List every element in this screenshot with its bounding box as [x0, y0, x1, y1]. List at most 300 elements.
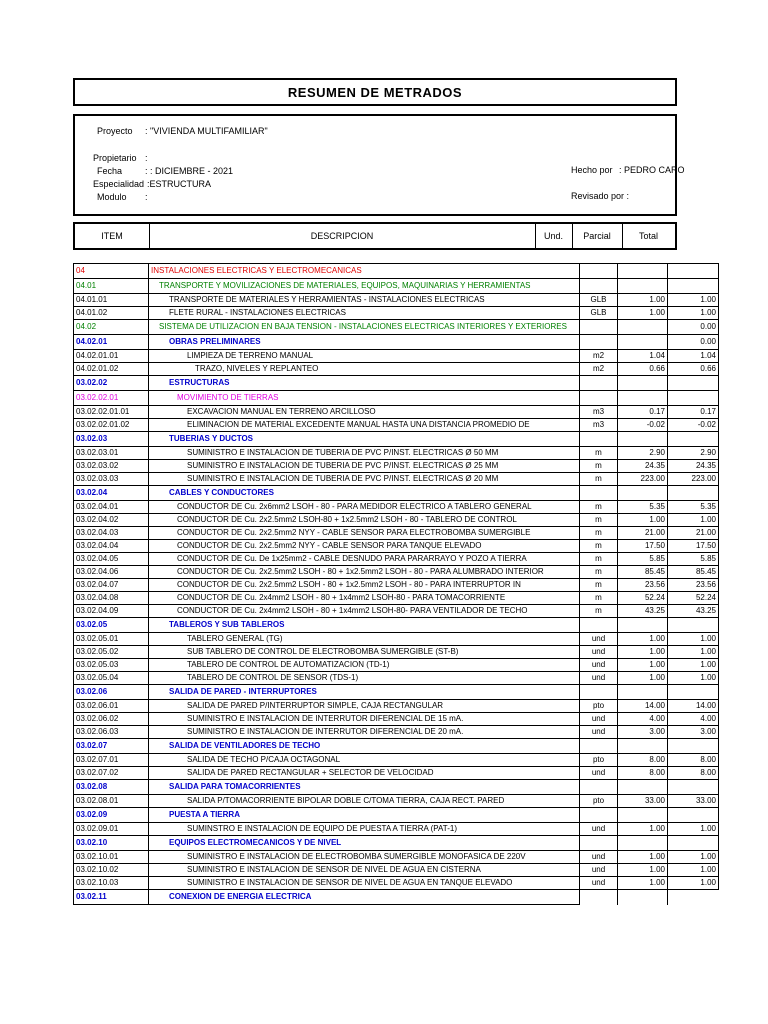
modulo-value: : — [145, 192, 148, 202]
parcial-cell: 1.04 — [618, 350, 668, 363]
table-row — [74, 540, 719, 553]
parcial-cell: 33.00 — [618, 795, 668, 808]
parcial-cell: 24.35 — [618, 460, 668, 473]
table-row — [74, 780, 719, 795]
description-cell: CONDUCTOR DE Cu. 2x2.5mm2 LSOH-80 + 1x2.5mm2 LSOH - 80 - TABLERO DE CONTROL — [149, 514, 580, 527]
parcial-cell: 85.45 — [618, 566, 668, 579]
parcial-cell — [618, 685, 668, 700]
item-cell: 03.02.04 — [74, 486, 149, 501]
item-cell: 03.02.11 — [74, 890, 149, 905]
total-cell: -0.02 — [668, 419, 719, 432]
item-cell: 03.02.04.06 — [74, 566, 149, 579]
total-cell: 43.25 — [668, 605, 719, 618]
parcial-cell: 4.00 — [618, 713, 668, 726]
parcial-cell — [618, 618, 668, 633]
item-cell: 03.02.09 — [74, 808, 149, 823]
parcial-cell — [618, 890, 668, 905]
unit-cell: und — [580, 646, 618, 659]
parcial-cell: 1.00 — [618, 294, 668, 307]
metrados-table — [73, 263, 719, 905]
description-cell: CONDUCTOR DE Cu. 2x2.5mm2 NYY - CABLE SENSOR PARA TANQUE ELEVADO — [149, 540, 580, 553]
total-cell: 33.00 — [668, 795, 719, 808]
total-cell: 1.00 — [668, 514, 719, 527]
item-cell: 03.02.06 — [74, 685, 149, 700]
parcial-cell: 223.00 — [618, 473, 668, 486]
table-row — [74, 566, 719, 579]
item-cell: 03.02.06.03 — [74, 726, 149, 739]
table-row — [74, 605, 719, 618]
parcial-cell: 1.00 — [618, 514, 668, 527]
parcial-cell — [618, 391, 668, 406]
item-cell: 03.02.05.03 — [74, 659, 149, 672]
unit-cell: m — [580, 447, 618, 460]
description-cell: SALIDA PARA TOMACORRIENTES — [149, 780, 580, 795]
table-row — [74, 391, 719, 406]
modulo-label: Modulo — [97, 192, 127, 202]
table-row — [74, 432, 719, 447]
description-cell: EXCAVACION MANUAL EN TERRENO ARCILLOSO — [149, 406, 580, 419]
parcial-cell — [618, 836, 668, 851]
item-cell: 03.02.10.03 — [74, 877, 149, 890]
table-row — [74, 659, 719, 672]
item-cell: 03.02.10.01 — [74, 851, 149, 864]
unit-cell: m3 — [580, 406, 618, 419]
item-cell: 03.02.05 — [74, 618, 149, 633]
parcial-cell: 5.85 — [618, 553, 668, 566]
total-cell: 1.00 — [668, 633, 719, 646]
description-cell: TUBERIAS Y DUCTOS — [149, 432, 580, 447]
item-cell: 04.02.01.02 — [74, 363, 149, 376]
unit-cell: und — [580, 713, 618, 726]
description-cell: SUMINISTRO E INSTALACION DE TUBERIA DE PVC P/INST. ELECTRICAS Ø 20 MM — [149, 473, 580, 486]
item-cell: 03.02.04.08 — [74, 592, 149, 605]
total-cell: 0.17 — [668, 406, 719, 419]
unit-cell — [580, 685, 618, 700]
table-row — [74, 877, 719, 890]
description-cell: SISTEMA DE UTILIZACION EN BAJA TENSION - INSTALACIONES ELECTRICAS INTERIORES Y EXTERIORES — [149, 320, 580, 335]
parcial-cell: 0.17 — [618, 406, 668, 419]
total-cell: 1.00 — [668, 877, 719, 890]
description-cell: CONDUCTOR DE Cu. 2x4mm2 LSOH - 80 + 1x4mm2 LSOH-80- PARA VENTILADOR DE TECHO — [149, 605, 580, 618]
parcial-cell: 8.00 — [618, 754, 668, 767]
hecho-label: Hecho por — [571, 165, 613, 175]
total-cell: 1.00 — [668, 646, 719, 659]
table-row — [74, 264, 719, 279]
item-cell: 03.02.03.01 — [74, 447, 149, 460]
total-cell — [668, 391, 719, 406]
item-cell: 03.02.07 — [74, 739, 149, 754]
table-row — [74, 618, 719, 633]
item-cell: 03.02.04.09 — [74, 605, 149, 618]
total-cell: 5.85 — [668, 553, 719, 566]
parcial-cell: 52.24 — [618, 592, 668, 605]
table-row — [74, 514, 719, 527]
item-cell: 03.02.04.04 — [74, 540, 149, 553]
item-cell: 03.02.03 — [74, 432, 149, 447]
item-cell: 03.02.08.01 — [74, 795, 149, 808]
item-cell: 04.01.02 — [74, 307, 149, 320]
table-row — [74, 320, 719, 335]
item-cell: 03.02.04.01 — [74, 501, 149, 514]
proyecto-label: Proyecto — [97, 126, 133, 136]
table-row — [74, 795, 719, 808]
item-cell: 04.01.01 — [74, 294, 149, 307]
parcial-cell: 5.35 — [618, 501, 668, 514]
description-cell: CONDUCTOR DE Cu. 2x2.5mm2 LSOH - 80 + 1x2.5mm2 LSOH - 80 - PARA ALUMBRADO INTERIOR — [149, 566, 580, 579]
description-cell: SUMINISTRO E INSTALACION DE TUBERIA DE PVC P/INST. ELECTRICAS Ø 25 MM — [149, 460, 580, 473]
item-cell: 03.02.02.01.01 — [74, 406, 149, 419]
description-cell: ESTRUCTURAS — [149, 376, 580, 391]
item-cell: 03.02.10.02 — [74, 864, 149, 877]
total-cell — [668, 780, 719, 795]
unit-cell: und — [580, 672, 618, 685]
total-cell: 4.00 — [668, 713, 719, 726]
parcial-cell: 21.00 — [618, 527, 668, 540]
table-header — [73, 222, 677, 250]
parcial-cell — [618, 264, 668, 279]
unit-cell: m — [580, 473, 618, 486]
unit-cell — [580, 739, 618, 754]
item-cell: 03.02.04.03 — [74, 527, 149, 540]
unit-cell — [580, 320, 618, 335]
unit-cell — [580, 376, 618, 391]
parcial-cell: 23.56 — [618, 579, 668, 592]
parcial-cell: 1.00 — [618, 633, 668, 646]
description-cell: SUMINISTRO E INSTALACION DE INTERRUTOR DIFERENCIAL DE 20 mA. — [149, 726, 580, 739]
table-row — [74, 376, 719, 391]
page-title: RESUMEN DE METRADOS — [73, 78, 677, 106]
unit-cell: und — [580, 659, 618, 672]
total-cell — [668, 739, 719, 754]
item-cell: 04.02.01.01 — [74, 350, 149, 363]
table-row — [74, 685, 719, 700]
parcial-cell — [618, 808, 668, 823]
unit-cell — [580, 836, 618, 851]
description-cell: TRAZO, NIVELES Y REPLANTEO — [149, 363, 580, 376]
unit-cell — [580, 391, 618, 406]
description-cell: CONDUCTOR DE Cu. De 1x25mm2 - CABLE DESNUDO PARA PARARRAYO Y POZO A TIERRA — [149, 553, 580, 566]
unit-cell: und — [580, 726, 618, 739]
unit-cell — [580, 279, 618, 294]
total-cell: 85.45 — [668, 566, 719, 579]
total-cell: 1.00 — [668, 307, 719, 320]
description-cell: LIMPIEZA DE TERRENO MANUAL — [149, 350, 580, 363]
col-parcial: Parcial — [572, 224, 623, 248]
unit-cell: und — [580, 864, 618, 877]
description-cell: SALIDA DE PARED RECTANGULAR + SELECTOR DE VELOCIDAD — [149, 767, 580, 780]
description-cell: MOVIMIENTO DE TIERRAS — [149, 391, 580, 406]
table-row — [74, 592, 719, 605]
table-row — [74, 823, 719, 836]
unit-cell: m2 — [580, 350, 618, 363]
unit-cell: pto — [580, 795, 618, 808]
description-cell: CONEXION DE ENERGIA ELECTRICA — [149, 890, 580, 905]
unit-cell — [580, 780, 618, 795]
parcial-cell: 3.00 — [618, 726, 668, 739]
total-cell — [668, 279, 719, 294]
description-cell: TABLERO DE CONTROL DE AUTOMATIZACION (TD-1) — [149, 659, 580, 672]
table-row — [74, 307, 719, 320]
unit-cell: m2 — [580, 363, 618, 376]
unit-cell — [580, 808, 618, 823]
total-cell: 2.90 — [668, 447, 719, 460]
parcial-cell: -0.02 — [618, 419, 668, 432]
description-cell: PUESTA A TIERRA — [149, 808, 580, 823]
item-cell: 03.02.05.04 — [74, 672, 149, 685]
parcial-cell — [618, 376, 668, 391]
table-row — [74, 633, 719, 646]
total-cell: 1.00 — [668, 659, 719, 672]
especialidad-value: :ESTRUCTURA — [147, 179, 212, 189]
description-cell: OBRAS PRELIMINARES — [149, 335, 580, 350]
total-cell: 8.00 — [668, 754, 719, 767]
total-cell: 1.00 — [668, 294, 719, 307]
item-cell: 04 — [74, 264, 149, 279]
total-cell: 1.00 — [668, 823, 719, 836]
item-cell: 03.02.07.01 — [74, 754, 149, 767]
revisado-label: Revisado por : — [571, 191, 630, 201]
total-cell: 1.04 — [668, 350, 719, 363]
item-cell: 03.02.03.02 — [74, 460, 149, 473]
item-cell: 03.02.05.02 — [74, 646, 149, 659]
item-cell: 03.02.06.01 — [74, 700, 149, 713]
description-cell: SALIDA DE PARED - INTERRUPTORES — [149, 685, 580, 700]
item-cell: 03.02.02 — [74, 376, 149, 391]
total-cell: 14.00 — [668, 700, 719, 713]
description-cell: CONDUCTOR DE Cu. 2x2.5mm2 NYY - CABLE SENSOR PARA ELECTROBOMBA SUMERGIBLE — [149, 527, 580, 540]
total-cell — [668, 376, 719, 391]
parcial-cell — [618, 279, 668, 294]
unit-cell — [580, 618, 618, 633]
unit-cell: m — [580, 527, 618, 540]
total-cell: 0.00 — [668, 320, 719, 335]
propietario-value: : — [145, 153, 148, 163]
total-cell — [668, 808, 719, 823]
item-cell: 03.02.04.05 — [74, 553, 149, 566]
table-row — [74, 726, 719, 739]
table-row — [74, 672, 719, 685]
col-total: Total — [638, 231, 658, 241]
total-cell — [668, 486, 719, 501]
description-cell: INSTALACIONES ELECTRICAS Y ELECTROMECANICAS — [149, 264, 580, 279]
item-cell: 04.02 — [74, 320, 149, 335]
description-cell: TRANSPORTE Y MOVILIZACIONES DE MATERIALES, EQUIPOS, MAQUINARIAS Y HERRAMIENTAS — [149, 279, 580, 294]
parcial-cell: 1.00 — [618, 864, 668, 877]
table-row — [74, 501, 719, 514]
item-cell: 03.02.08 — [74, 780, 149, 795]
unit-cell: und — [580, 877, 618, 890]
description-cell: TABLERO GENERAL (TG) — [149, 633, 580, 646]
unit-cell: und — [580, 767, 618, 780]
description-cell: TABLERO DE CONTROL DE SENSOR (TDS-1) — [149, 672, 580, 685]
project-info — [73, 114, 685, 216]
total-cell — [668, 618, 719, 633]
parcial-cell — [618, 739, 668, 754]
total-cell: 1.00 — [668, 672, 719, 685]
total-cell: 17.50 — [668, 540, 719, 553]
parcial-cell — [618, 335, 668, 350]
table-row — [74, 646, 719, 659]
unit-cell: m — [580, 566, 618, 579]
item-cell: 03.02.04.07 — [74, 579, 149, 592]
parcial-cell: 14.00 — [618, 700, 668, 713]
total-cell: 24.35 — [668, 460, 719, 473]
propietario-label: Propietario — [93, 153, 137, 163]
description-cell: SALIDA DE PARED P/INTERRUPTOR SIMPLE, CAJA RECTANGULAR — [149, 700, 580, 713]
unit-cell: pto — [580, 700, 618, 713]
table-row — [74, 808, 719, 823]
unit-cell: und — [580, 823, 618, 836]
parcial-cell: 1.00 — [618, 672, 668, 685]
description-cell: FLETE RURAL - INSTALACIONES ELECTRICAS — [149, 307, 580, 320]
table-row — [74, 335, 719, 350]
table-row — [74, 579, 719, 592]
total-cell: 5.35 — [668, 501, 719, 514]
table-row — [74, 406, 719, 419]
unit-cell — [580, 264, 618, 279]
table-row — [74, 553, 719, 566]
description-cell: SUMINISTRO E INSTALACION DE ELECTROBOMBA SUMERGIBLE MONOFASICA DE 220V — [149, 851, 580, 864]
table-row — [74, 527, 719, 540]
parcial-cell: 1.00 — [618, 851, 668, 864]
table-row — [74, 767, 719, 780]
table-row — [74, 279, 719, 294]
description-cell: EQUIPOS ELECTROMECANICOS Y DE NIVEL — [149, 836, 580, 851]
total-cell — [668, 685, 719, 700]
parcial-cell — [618, 486, 668, 501]
unit-cell: m — [580, 579, 618, 592]
item-cell: 04.01 — [74, 279, 149, 294]
table-row — [74, 739, 719, 754]
unit-cell: m — [580, 514, 618, 527]
item-cell: 03.02.06.02 — [74, 713, 149, 726]
table-row — [74, 864, 719, 877]
table-row — [74, 486, 719, 501]
unit-cell: GLB — [580, 307, 618, 320]
description-cell: CONDUCTOR DE Cu. 2x6mm2 LSOH - 80 - PARA MEDIDOR ELECTRICO A TABLERO GENERAL — [149, 501, 580, 514]
description-cell: CONDUCTOR DE Cu. 2x2.5mm2 LSOH - 80 + 1x2.5mm2 LSOH - 80 - PARA INTERRUPTOR IN — [149, 579, 580, 592]
total-cell: 52.24 — [668, 592, 719, 605]
total-cell: 8.00 — [668, 767, 719, 780]
item-cell: 03.02.04.02 — [74, 514, 149, 527]
table-row — [74, 713, 719, 726]
unit-cell: m — [580, 592, 618, 605]
item-cell: 03.02.07.02 — [74, 767, 149, 780]
parcial-cell — [618, 432, 668, 447]
especialidad-label: Especialidad — [93, 179, 145, 189]
parcial-cell — [618, 780, 668, 795]
hecho-value: : PEDRO CARO — [619, 165, 685, 175]
item-cell: 03.02.03.03 — [74, 473, 149, 486]
table-row — [74, 294, 719, 307]
unit-cell — [580, 486, 618, 501]
unit-cell: und — [580, 633, 618, 646]
table-row — [74, 851, 719, 864]
description-cell: SUMINISTRO E INSTALACION DE SENSOR DE NIVEL DE AGUA EN TANQUE ELEVADO — [149, 877, 580, 890]
parcial-cell: 8.00 — [618, 767, 668, 780]
description-cell: SUMINISTRO E INSTALACION DE SENSOR DE NIVEL DE AGUA EN CISTERNA — [149, 864, 580, 877]
item-cell: 03.02.02.01.02 — [74, 419, 149, 432]
col-descripcion: DESCRIPCION — [149, 224, 536, 248]
description-cell: SALIDA DE TECHO P/CAJA OCTAGONAL — [149, 754, 580, 767]
parcial-cell: 2.90 — [618, 447, 668, 460]
item-cell: 03.02.10 — [74, 836, 149, 851]
parcial-cell: 0.66 — [618, 363, 668, 376]
parcial-cell: 1.00 — [618, 659, 668, 672]
fecha-label: Fecha — [97, 166, 123, 176]
unit-cell — [580, 335, 618, 350]
total-cell: 1.00 — [668, 864, 719, 877]
description-cell: ELIMINACION DE MATERIAL EXCEDENTE MANUAL HASTA UNA DISTANCIA PROMEDIO DE — [149, 419, 580, 432]
unit-cell: m3 — [580, 419, 618, 432]
total-cell — [668, 836, 719, 851]
parcial-cell: 1.00 — [618, 646, 668, 659]
parcial-cell: 1.00 — [618, 823, 668, 836]
unit-cell: m — [580, 553, 618, 566]
parcial-cell: 1.00 — [618, 307, 668, 320]
table-row — [74, 460, 719, 473]
unit-cell — [580, 432, 618, 447]
unit-cell: GLB — [580, 294, 618, 307]
item-cell: 03.02.02.01 — [74, 391, 149, 406]
proyecto-value: : "VIVIENDA MULTIFAMILIAR" — [145, 126, 268, 136]
table-row — [74, 700, 719, 713]
table-row — [74, 473, 719, 486]
unit-cell: m — [580, 460, 618, 473]
col-item: ITEM — [75, 224, 150, 248]
unit-cell: pto — [580, 754, 618, 767]
item-cell: 03.02.05.01 — [74, 633, 149, 646]
fecha-value: : : DICIEMBRE - 2021 — [145, 166, 234, 176]
description-cell: TRANSPORTE DE MATERIALES Y HERRAMIENTAS - INSTALACIONES ELECTRICAS — [149, 294, 580, 307]
total-cell: 23.56 — [668, 579, 719, 592]
parcial-cell: 43.25 — [618, 605, 668, 618]
item-cell: 03.02.09.01 — [74, 823, 149, 836]
total-cell — [668, 264, 719, 279]
item-cell: 04.02.01 — [74, 335, 149, 350]
unit-cell: und — [580, 851, 618, 864]
table-row — [74, 836, 719, 851]
description-cell: SUMINSTRO E INSTALACION DE EQUIPO DE PUESTA A TIERRA (PAT-1) — [149, 823, 580, 836]
total-cell: 0.66 — [668, 363, 719, 376]
parcial-cell — [618, 320, 668, 335]
total-cell: 1.00 — [668, 851, 719, 864]
table-row — [74, 363, 719, 376]
description-cell: TABLEROS Y SUB TABLEROS — [149, 618, 580, 633]
col-und: Und. — [535, 224, 573, 248]
table-row — [74, 447, 719, 460]
description-cell: SALIDA P/TOMACORRIENTE BIPOLAR DOBLE C/TOMA TIERRA, CAJA RECT. PARED — [149, 795, 580, 808]
description-cell: SUMINISTRO E INSTALACION DE TUBERIA DE PVC P/INST. ELECTRICAS Ø 50 MM — [149, 447, 580, 460]
table-row — [74, 419, 719, 432]
description-cell: SALIDA DE VENTILADORES DE TECHO — [149, 739, 580, 754]
total-cell: 0.00 — [668, 335, 719, 350]
description-cell: CABLES Y CONDUCTORES — [149, 486, 580, 501]
unit-cell: m — [580, 501, 618, 514]
total-cell — [668, 890, 719, 905]
description-cell: SUMINISTRO E INSTALACION DE INTERRUTOR DIFERENCIAL DE 15 mA. — [149, 713, 580, 726]
description-cell: CONDUCTOR DE Cu. 2x4mm2 LSOH - 80 + 1x4mm2 LSOH-80 - PARA TOMACORRIENTE — [149, 592, 580, 605]
unit-cell: m — [580, 540, 618, 553]
total-cell: 21.00 — [668, 527, 719, 540]
unit-cell: m — [580, 605, 618, 618]
description-cell: SUB TABLERO DE CONTROL DE ELECTROBOMBA SUMERGIBLE (ST-B) — [149, 646, 580, 659]
table-row — [74, 350, 719, 363]
parcial-cell: 17.50 — [618, 540, 668, 553]
total-cell — [668, 432, 719, 447]
table-row — [74, 890, 719, 905]
total-cell: 3.00 — [668, 726, 719, 739]
